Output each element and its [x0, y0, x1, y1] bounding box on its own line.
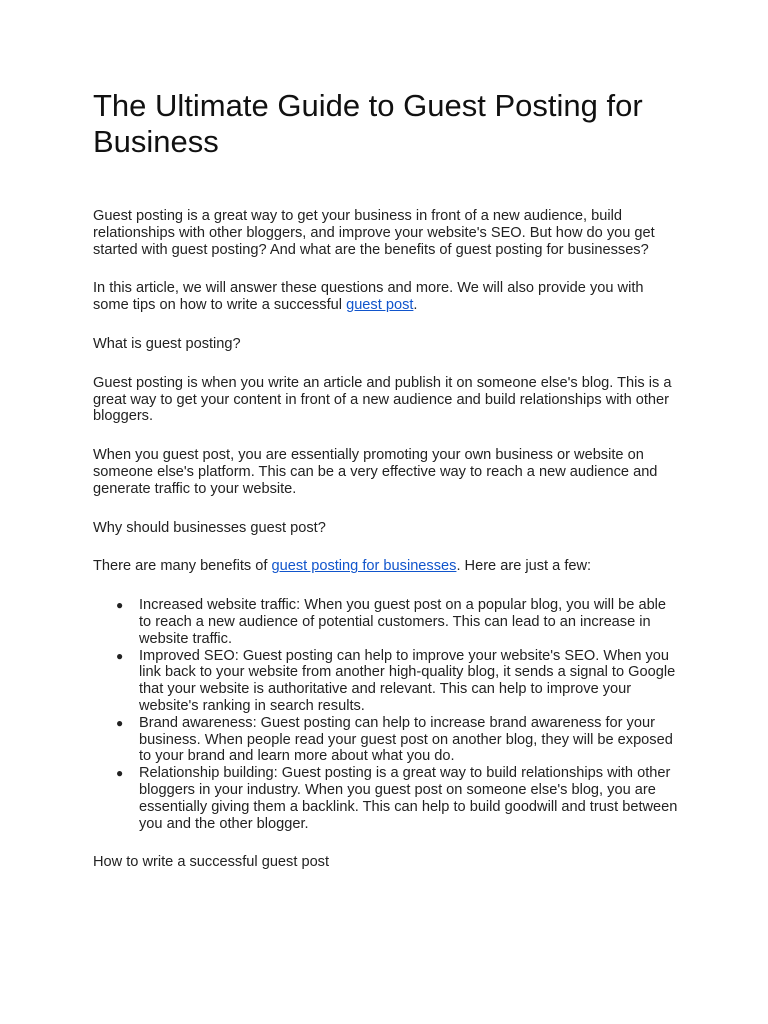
title-block: [93, 88, 678, 160]
bullet-icon: ●: [116, 648, 124, 663]
list-item: [93, 648, 678, 715]
section-heading-what-is: What is guest posting?: [93, 335, 241, 352]
intro-paragraph-2-text-after: .: [413, 297, 418, 314]
bullet-icon: ●: [116, 598, 124, 613]
list-item: [93, 597, 678, 647]
list-item-text: Relationship building: Guest posting is a great way to build relationships with other bloggers in your industry. When you guest post on someone else's blog, you are essentially giving them a backlink. This can help to build goodwill and trust between you and the other blogger.: [139, 765, 678, 832]
section2-paragraph-1-text-before: There are many benefits of: [93, 558, 272, 575]
section1-paragraph-1: Guest posting is when you write an article and publish it on someone else's blog. This is a great way to get your content in front of a new audience and build relationships with other bloggers.: [93, 374, 672, 425]
bullet-icon: ●: [116, 715, 124, 730]
section-heading-why: Why should businesses guest post?: [93, 519, 326, 536]
section-heading-how-to: How to write a successful guest post: [93, 854, 330, 871]
list-item: [93, 765, 678, 832]
page-title: The Ultimate Guide to Guest Posting for Business: [93, 88, 643, 159]
bullet-icon: ●: [116, 766, 124, 781]
intro-paragraph-2: [93, 280, 678, 314]
section1-paragraph-2: When you guest post, you are essentially promoting your own business or website on someone else's platform. This can be a very effective way to reach a new audience and generate traffic to your website.: [93, 447, 658, 497]
intro-paragraph-2-text-before: In this article, we will answer these questions and more. We will also provide you with some tips on how to write a successful: [93, 280, 644, 314]
intro-paragraph-1: Guest posting is a great way to get your business in front of a new audience, build relationships with other bloggers, and improve your website's SEO. But how do you get started with guest posting? And what are the benefits of guest posting for businesses?: [93, 208, 655, 258]
section2-paragraph-1: [93, 558, 678, 575]
section2-paragraph-1-text-after: . Here are just a few:: [456, 558, 592, 575]
benefits-list: [93, 597, 678, 832]
list-item: [93, 715, 678, 765]
list-item-text: Brand awareness: Guest posting can help to increase brand awareness for your business. When people read your guest post on another blog, they will be exposed to your brand and learn more about what you do.: [139, 714, 673, 765]
guest-posting-for-businesses-link[interactable]: guest posting for businesses: [271, 558, 457, 575]
list-item-text: Increased website traffic: When you guest post on a popular blog, you will be able to reach a new audience of potential customers. This can lead to an increase in website traffic.: [139, 597, 667, 647]
list-item-text: Improved SEO: Guest posting can help to improve your website's SEO. When you link back to your website from another high-quality blog, it sends a signal to Google that your website is authoritative and relevant. This can help to improve your website's ranking in search results.: [139, 647, 676, 714]
guest-post-link[interactable]: guest post: [346, 297, 414, 314]
